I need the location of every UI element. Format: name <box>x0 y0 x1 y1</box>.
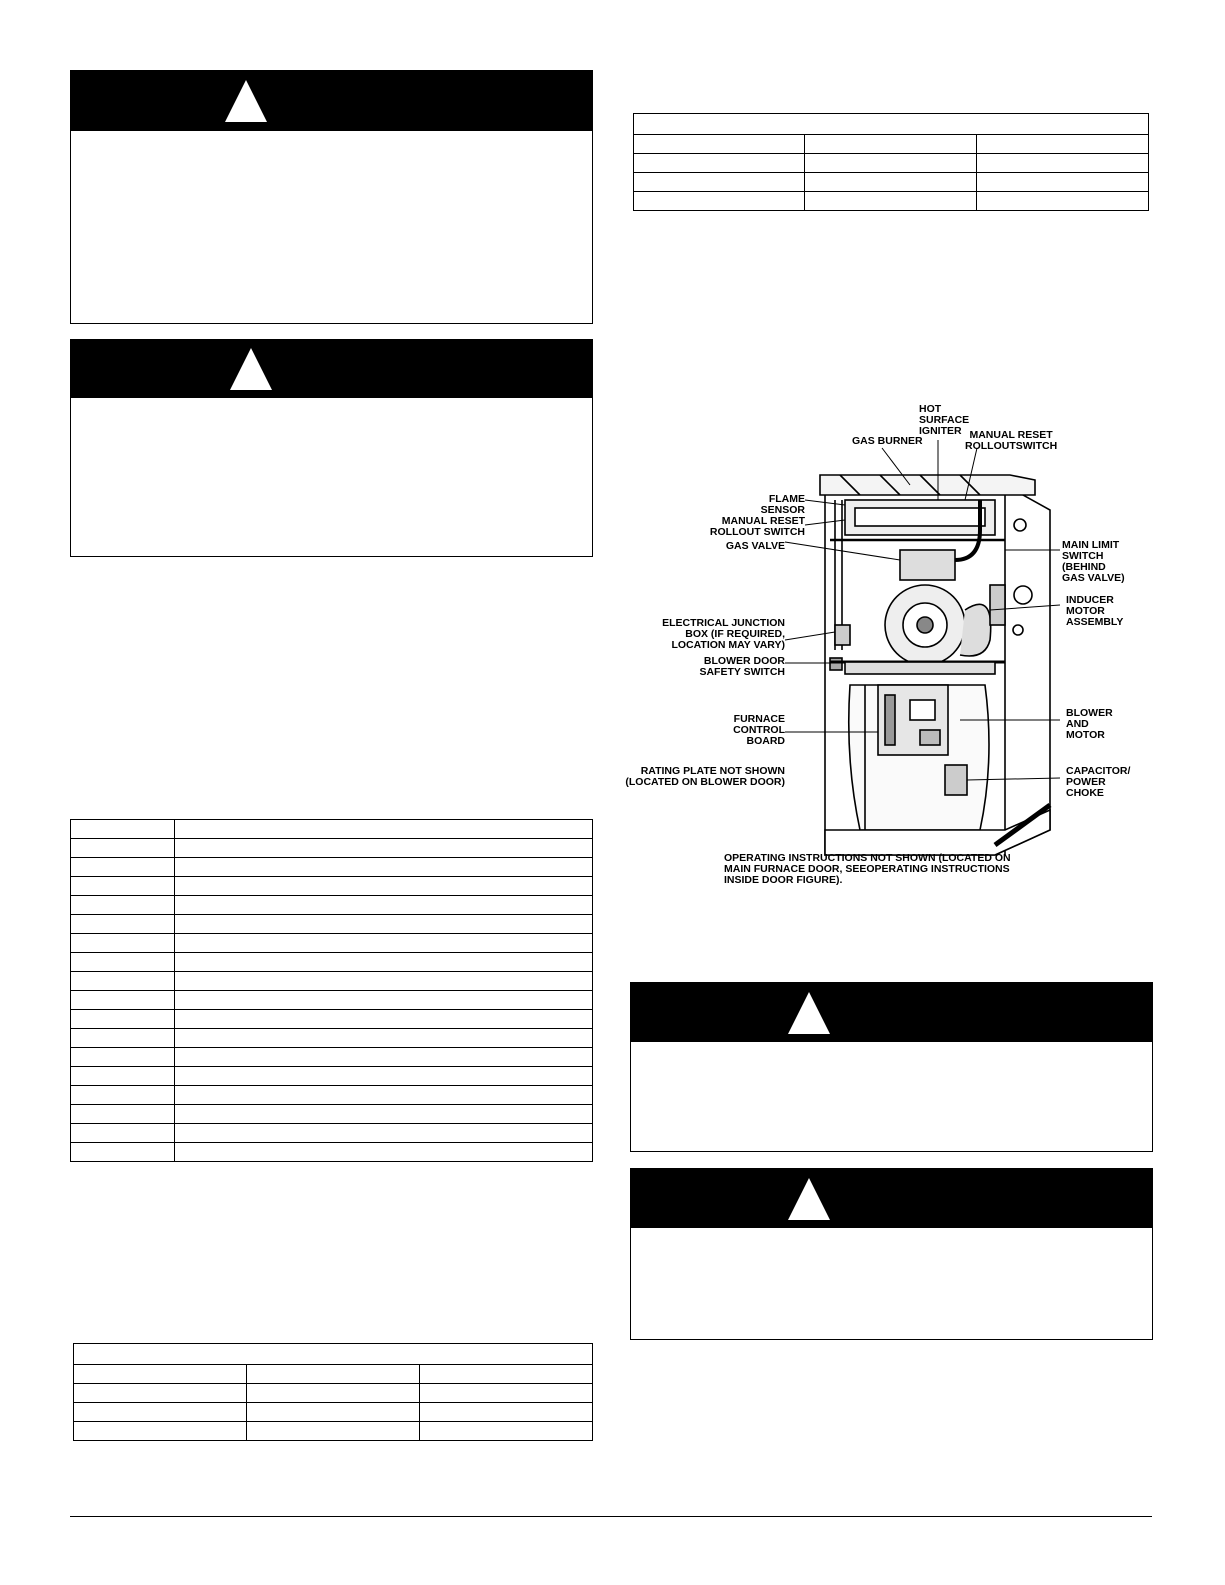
label-gas-burner: GAS BURNER <box>852 435 923 447</box>
table-cell <box>175 839 593 858</box>
warning-header <box>631 983 1152 1042</box>
label-blower-and-motor: BLOWER AND MOTOR <box>1066 707 1113 741</box>
table-cell <box>71 820 175 839</box>
table-cell <box>71 972 175 991</box>
table-row <box>634 135 1149 154</box>
warning-box-2 <box>70 339 593 557</box>
table-row <box>71 839 593 858</box>
right-top-table <box>633 113 1149 211</box>
table-row <box>74 1403 593 1422</box>
warning-triangle-icon <box>786 990 832 1036</box>
table-row <box>71 1010 593 1029</box>
label-manual-reset-rollout-top: MANUAL RESET ROLLOUTSWITCH <box>965 429 1058 452</box>
table-row <box>71 1105 593 1124</box>
table-cell <box>175 820 593 839</box>
warning-header <box>631 1169 1152 1228</box>
label-inducer-motor-assembly: INDUCER MOTOR ASSEMBLY <box>1066 594 1124 628</box>
table-cell <box>71 839 175 858</box>
table-row <box>71 934 593 953</box>
table-row <box>74 1365 593 1384</box>
table-cell <box>71 953 175 972</box>
footer-rule <box>70 1516 1152 1517</box>
label-manual-reset-rollout-left: MANUAL RESET ROLLOUT SWITCH <box>709 515 805 538</box>
warning-triangle-icon <box>786 1176 832 1222</box>
label-furnace-control-board: FURNACE CONTROL BOARD <box>733 713 785 747</box>
left-bottom-table <box>73 1343 593 1441</box>
table-cell <box>175 1105 593 1124</box>
label-flame-sensor: FLAME SENSOR <box>760 493 805 516</box>
label-gas-valve: GAS VALVE <box>725 540 785 552</box>
warning-triangle-icon <box>228 346 274 392</box>
table-cell <box>175 896 593 915</box>
table-cell <box>71 1105 175 1124</box>
table-row <box>71 820 593 839</box>
table-cell <box>175 934 593 953</box>
table-row <box>71 896 593 915</box>
table-cell <box>71 1067 175 1086</box>
label-electrical-junction-box: ELECTRICAL JUNCTION BOX (IF REQUIRED, LOCATION MAY VARY) <box>662 617 785 651</box>
warning-box-3 <box>630 982 1153 1152</box>
warning-header <box>71 71 592 131</box>
table-cell <box>175 1029 593 1048</box>
table-cell <box>71 1029 175 1048</box>
table-cell <box>71 1143 175 1162</box>
table-row <box>71 858 593 877</box>
table-cell <box>71 1010 175 1029</box>
table-cell <box>175 915 593 934</box>
table-cell <box>71 858 175 877</box>
table-row <box>74 1422 593 1441</box>
warning-box-1 <box>70 70 593 324</box>
table-cell <box>175 1143 593 1162</box>
label-capacitor-power-choke: CAPACITOR/ POWER CHOKE <box>1066 765 1131 799</box>
furnace-component-figure <box>620 400 1160 910</box>
table-row <box>74 1344 593 1365</box>
label-blower-door-safety-switch: BLOWER DOOR SAFETY SWITCH <box>699 655 785 678</box>
table-cell <box>175 1124 593 1143</box>
table-row <box>71 915 593 934</box>
table-row <box>71 1086 593 1105</box>
table-cell <box>71 896 175 915</box>
table-row <box>71 1067 593 1086</box>
warning-box-4 <box>630 1168 1153 1340</box>
table-cell <box>175 858 593 877</box>
table-cell <box>175 953 593 972</box>
table-cell <box>71 934 175 953</box>
table-cell <box>71 1124 175 1143</box>
table-cell <box>175 877 593 896</box>
table-cell <box>175 991 593 1010</box>
table-row <box>71 877 593 896</box>
table-cell <box>175 972 593 991</box>
table-row <box>634 114 1149 135</box>
table-cell <box>175 1086 593 1105</box>
table-cell <box>71 877 175 896</box>
warning-triangle-icon <box>223 78 269 124</box>
table-cell <box>175 1048 593 1067</box>
table-cell <box>175 1010 593 1029</box>
table-cell <box>175 1067 593 1086</box>
table-row <box>634 192 1149 211</box>
label-hot-surface-igniter: HOT SURFACE IGNITER <box>919 403 970 437</box>
left-parts-table <box>70 819 593 1162</box>
table-row <box>71 1048 593 1067</box>
label-rating-plate: RATING PLATE NOT SHOWN (LOCATED ON BLOWER DOOR) <box>625 765 785 788</box>
table-row <box>71 1029 593 1048</box>
label-operating-instructions: OPERATING INSTRUCTIONS NOT SHOWN (LOCATED ON MAIN FURNACE DOOR, SEEOPERATING INSTRUCTIONS INSIDE DOOR FIGURE). <box>724 852 1011 886</box>
table-row <box>634 154 1149 173</box>
table-cell <box>71 1048 175 1067</box>
table-row <box>71 972 593 991</box>
table-row <box>71 1124 593 1143</box>
furnace-illustration <box>620 400 1160 910</box>
table-row <box>74 1384 593 1403</box>
table-cell <box>71 991 175 1010</box>
table-cell <box>71 1086 175 1105</box>
label-main-limit-switch: MAIN LIMIT SWITCH (BEHIND GAS VALVE) <box>1062 539 1125 584</box>
warning-header <box>71 340 592 398</box>
table-row <box>71 1143 593 1162</box>
table-cell <box>71 915 175 934</box>
table-row <box>71 991 593 1010</box>
table-row <box>634 173 1149 192</box>
table-row <box>71 953 593 972</box>
